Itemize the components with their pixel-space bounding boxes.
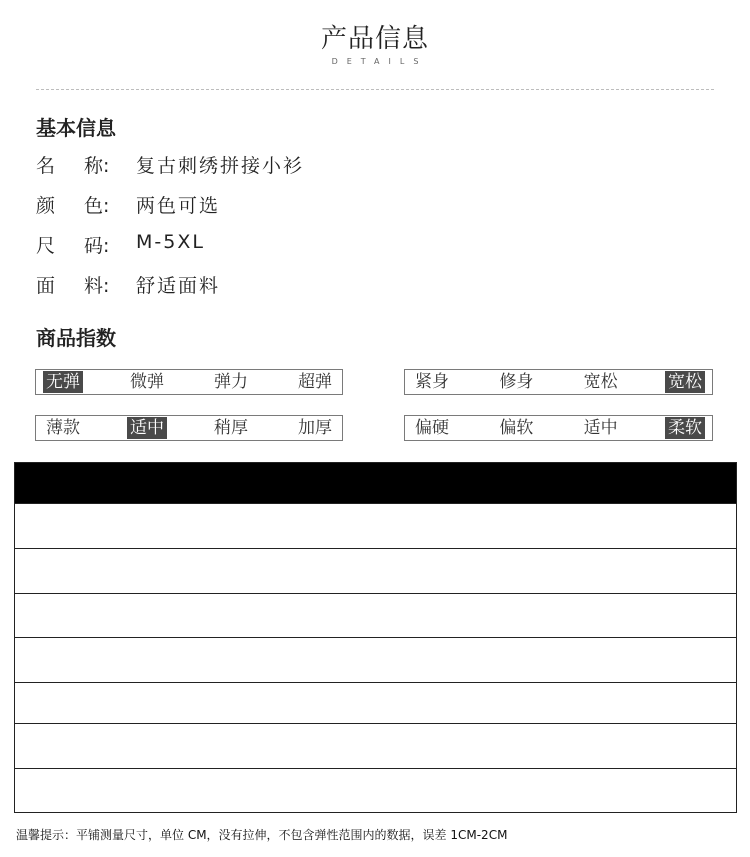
scale-option: 修身 xyxy=(499,372,534,392)
info-label-char: 色: xyxy=(84,195,110,217)
table-row xyxy=(15,682,736,723)
info-label-char: 面 xyxy=(36,275,56,297)
scale-option-selected: 柔软 xyxy=(665,417,705,439)
scale-option: 加厚 xyxy=(298,418,332,438)
info-value: M-5XL xyxy=(136,231,205,253)
scale-option: 弹力 xyxy=(214,372,248,392)
basic-info-heading: 基本信息 xyxy=(36,116,116,140)
scale-fit xyxy=(404,369,713,395)
scale-option: 偏硬 xyxy=(415,418,449,438)
scale-option: 微弹 xyxy=(130,372,164,392)
page-title: 产品信息 xyxy=(320,24,429,54)
scale-option: 超弹 xyxy=(298,372,332,392)
info-label-char: 颜 xyxy=(36,195,56,217)
scale-option: 紧身 xyxy=(415,372,449,392)
dashed-divider xyxy=(36,89,714,90)
scale-option-selected: 宽松 xyxy=(665,371,705,393)
info-label-char: 名 xyxy=(36,155,56,177)
size-table-header xyxy=(15,463,736,503)
scale-thickness xyxy=(35,415,343,441)
scale-option: 薄款 xyxy=(46,418,80,438)
info-label-char: 料: xyxy=(84,275,110,297)
table-row xyxy=(15,723,736,768)
scale-option-selected: 无弹 xyxy=(43,371,83,393)
info-label-char: 称: xyxy=(84,155,110,177)
info-label-char: 尺 xyxy=(36,235,56,257)
scale-option: 稍厚 xyxy=(214,418,248,438)
info-value: 复古刺绣拼接小衫 xyxy=(136,155,305,177)
info-label-char: 码: xyxy=(84,235,110,257)
scale-option-selected: 适中 xyxy=(127,417,167,439)
table-row xyxy=(15,593,736,637)
info-value: 舒适面料 xyxy=(136,275,221,297)
scale-softness xyxy=(404,415,713,441)
table-row xyxy=(15,768,736,812)
product-index-heading: 商品指数 xyxy=(36,326,116,350)
scale-elasticity xyxy=(35,369,343,395)
size-footnote: 温馨提示：平铺测量尺寸，单位 CM，没有拉伸，不包含弹性范围内的数据，误差 1CM-2CM xyxy=(16,828,508,842)
table-row xyxy=(15,503,736,548)
scale-option: 宽松 xyxy=(583,372,618,392)
scale-option: 偏软 xyxy=(499,418,534,438)
table-row xyxy=(15,548,736,593)
size-table xyxy=(14,462,737,813)
info-value: 两色可选 xyxy=(136,195,221,217)
scale-option: 适中 xyxy=(583,418,618,438)
page-subtitle: DETAILS xyxy=(331,57,428,66)
table-row xyxy=(15,637,736,682)
